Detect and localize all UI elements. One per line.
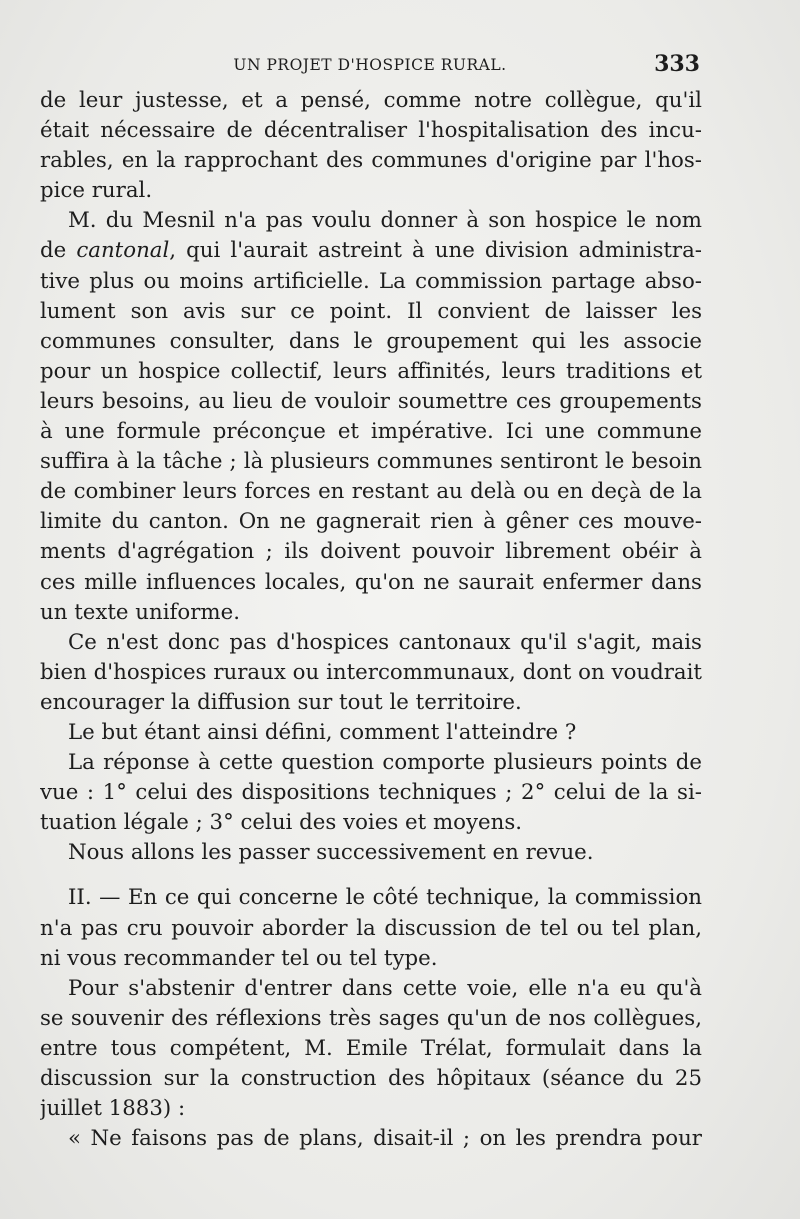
text-line: Nous allons les passer successivement en revue.: [68, 840, 594, 866]
text-line: discussion sur la construction des hôpitaux (séance du 25: [40, 1066, 702, 1091]
text-line: tive plus ou moins artificielle. La commission partage abso-: [40, 268, 702, 294]
text-line: limite du canton. On ne gagnerait rien à gêner ces mouve-: [40, 509, 702, 535]
italic-word: cantonal: [76, 238, 170, 264]
text-line: n'a pas cru pouvoir aborder la discussion de tel ou tel plan,: [40, 915, 702, 941]
text-span: de: [40, 238, 77, 264]
text-span: , qui l'aurait astreint à une division administra-: [169, 238, 702, 264]
text-line: La réponse à cette question comporte plusieurs points de: [68, 750, 702, 776]
text-line: ments d'agrégation ; ils doivent pouvoir librement obéir à: [40, 539, 702, 565]
text-line: Ce n'est donc pas d'hospices cantonaux qu'il s'agit, mais: [68, 629, 702, 655]
text-line: tuation légale ; 3° celui des voies et moyens.: [40, 810, 523, 836]
text-line: ni vous recommander tel ou tel type.: [40, 945, 438, 971]
text-line: se souvenir des réflexions très sages qu'un de nos collègues,: [40, 1005, 702, 1031]
body-text: [40, 86, 702, 1154]
text-line: « Ne faisons pas de plans, disait-il ; on les prendra pour: [68, 1126, 702, 1152]
text-line: pice rural.: [40, 178, 153, 204]
text-line: de combiner leurs forces en restant au delà ou en deçà de la: [40, 479, 702, 505]
text-line: de leur justesse, et a pensé, comme notre collègue, qu'il: [40, 88, 702, 113]
text-line: M. du Mesnil n'a pas voulu donner à son hospice le nom: [68, 208, 702, 234]
text-line: II. — En ce qui concerne le côté technique, la commission: [68, 885, 702, 911]
section-gap: [40, 868, 702, 883]
text-line: ces mille influences locales, qu'on ne saurait enfermer dans: [40, 569, 702, 595]
page-header: [40, 50, 700, 80]
text-line: entre tous compétent, M. Emile Trélat, formulait dans la: [40, 1035, 702, 1061]
text-line: leurs besoins, au lieu de vouloir soumettre ces groupements: [40, 388, 702, 414]
text-line: Pour s'abstenir d'entrer dans cette voie, elle n'a eu qu'à: [68, 975, 702, 1001]
text-line: à une formule préconçue et impérative. Ici une commune: [40, 419, 702, 445]
text-line: pour un hospice collectif, leurs affinités, leurs traditions et: [40, 358, 702, 384]
text-line: encourager la diffusion sur tout le territoire.: [40, 689, 522, 715]
page-number: 333: [654, 51, 700, 77]
text-line: suffira à la tâche ; là plusieurs communes sentiront le besoin: [40, 449, 702, 475]
running-title: UN PROJET D'HOSPICE RURAL.: [233, 56, 507, 74]
text-line: un texte uniforme.: [40, 599, 241, 625]
text-line: communes consulter, dans le groupement qui les associe: [40, 328, 702, 354]
text-line: [40, 236, 702, 266]
text-line: lument son avis sur ce point. Il convient de laisser les: [40, 298, 702, 324]
text-line: rables, en la rapprochant des communes d'origine par l'hos-: [40, 148, 702, 174]
text-line: était nécessaire de décentraliser l'hospitalisation des incu-: [40, 118, 702, 144]
text-line: vue : 1° celui des dispositions techniques ; 2° celui de la si-: [40, 780, 702, 806]
text-line: Le but étant ainsi défini, comment l'atteindre ?: [68, 719, 577, 745]
text-line: bien d'hospices ruraux ou intercommunaux, dont on voudrait: [40, 659, 702, 685]
text-line: juillet 1883) :: [40, 1096, 186, 1122]
